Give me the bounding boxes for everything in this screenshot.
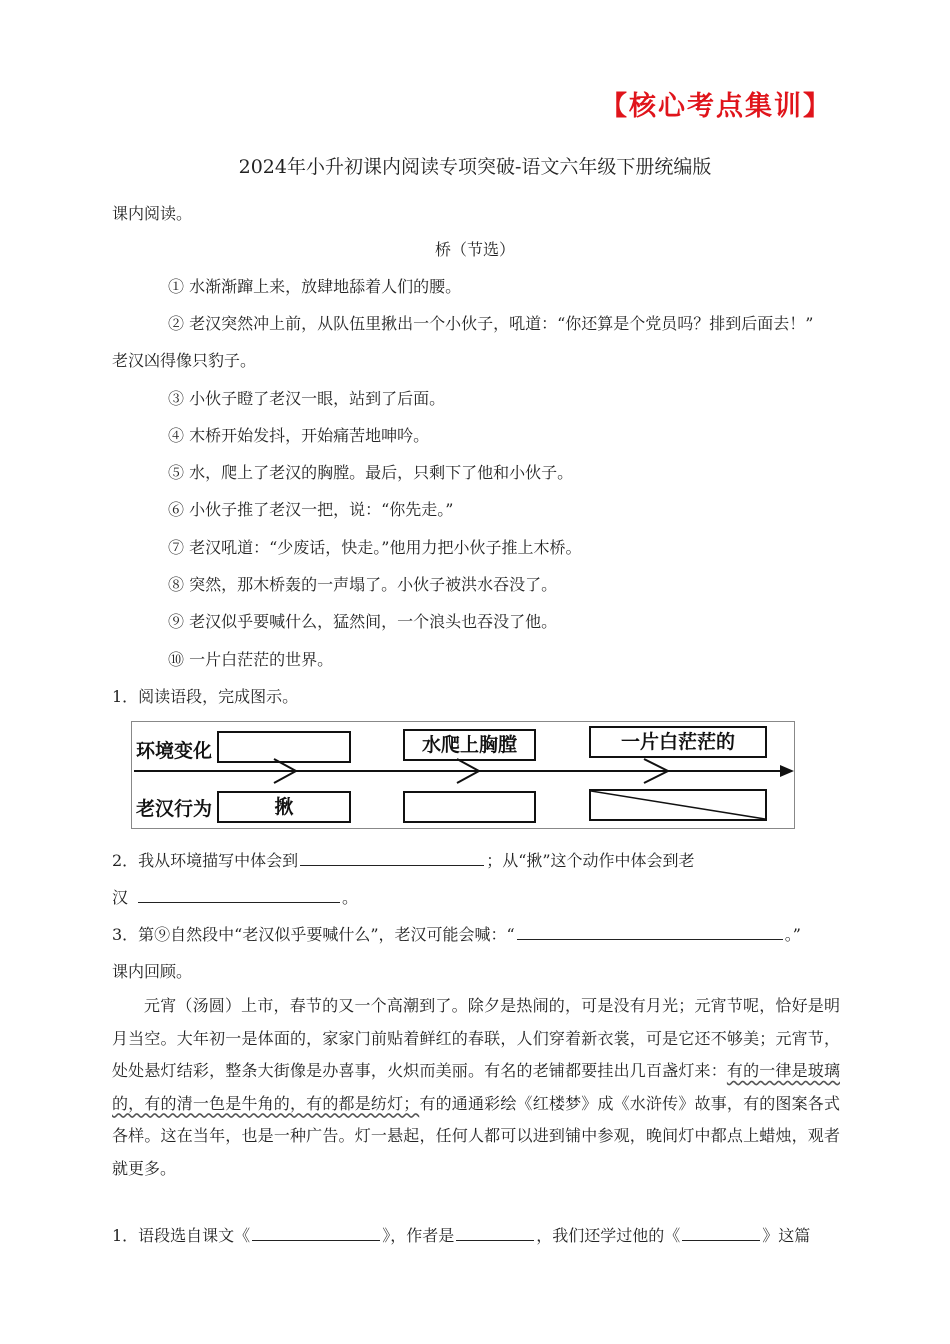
section2-heading: 课内回顾。	[112, 962, 193, 981]
section2-q1-text-a: 1．语段选自课文《	[112, 1226, 251, 1245]
paragraph-10: ⑩ 一片白茫茫的世界。	[168, 650, 334, 669]
env-box-3: 一片白茫茫的	[589, 726, 767, 758]
question-2-text-c: 汉	[112, 888, 129, 907]
page-title: 2024年小升初课内阅读专项突破-语文六年级下册统编版	[238, 156, 712, 178]
question-3-text: 3．第⑨自然段中“老汉似乎要喊什么”，老汉可能会喊：“	[112, 925, 515, 944]
diagonal-line	[591, 791, 765, 819]
paragraph-1: ① 水渐渐蹿上来，放肆地舔着人们的腰。	[168, 277, 462, 296]
paragraph-6: ⑥ 小伙子推了老汉一把，说：“你先走。”	[168, 500, 454, 519]
question-2-end: 。	[342, 888, 359, 907]
section2-q1-text-b: 》，作者是	[382, 1226, 455, 1245]
answer-blank[interactable]	[300, 864, 484, 866]
question-1: 1．阅读语段，完成图示。	[112, 687, 299, 706]
answer-blank[interactable]	[517, 938, 783, 940]
paragraph-2-cont: 老汉凶得像只豹子。	[112, 351, 257, 370]
core-training-banner: 【核心考点集训】	[600, 91, 832, 122]
question-3	[112, 922, 801, 945]
paragraph-2: ② 老汉突然冲上前，从队伍里揪出一个小伙子，吼道：“你还算是个党员吗？排到后面去！”	[168, 314, 814, 333]
paragraph-4: ④ 木桥开始发抖，开始痛苦地呻吟。	[168, 426, 430, 445]
flow-diagram	[131, 721, 795, 829]
paragraph-3: ③ 小伙子瞪了老汉一眼，站到了后面。	[168, 389, 446, 408]
answer-blank[interactable]	[252, 1239, 380, 1241]
question-2-line1	[112, 848, 695, 871]
row-label-environment: 环境变化	[136, 740, 213, 762]
passage-text-b: 有的通通彩绘《红楼梦》成《水浒传》故事，有的图案各式各样。这在当年，也是一种广告。灯一悬起，任何人都可以进到铺中参观，晚间灯中都点上蜡烛，观者就更多。	[112, 1093, 840, 1178]
paragraph-7: ⑦ 老汉吼道：“少废话，快走。”他用力把小伙子推上木桥。	[168, 538, 582, 557]
lantern-passage	[112, 990, 840, 1185]
wavy-underlined-text: 有的一律是玻璃的，有的清一色是牛角的，有的都是纺灯；	[112, 1061, 840, 1113]
section2-q1-text-c: ，我们还学过他的《	[536, 1226, 681, 1245]
paragraph-8: ⑧ 突然，那木桥轰的一声塌了。小伙子被洪水吞没了。	[168, 575, 558, 594]
passage-title: 桥（节选）	[434, 240, 515, 259]
question-3-end: 。”	[784, 925, 801, 944]
section2-q1-text-d: 》这篇	[762, 1226, 811, 1245]
action-box-1: 揪	[217, 791, 351, 823]
paragraph-9: ⑨ 老汉似乎要喊什么，猛然间，一个浪头也吞没了他。	[168, 612, 558, 631]
answer-blank[interactable]	[682, 1239, 760, 1241]
paragraph-5: ⑤ 水，爬上了老汉的胸膛。最后，只剩下了他和小伙子。	[168, 463, 574, 482]
section1-heading: 课内阅读。	[112, 204, 193, 223]
env-box-1[interactable]	[217, 731, 351, 763]
answer-blank[interactable]	[138, 901, 340, 903]
env-box-2: 水爬上胸膛	[403, 729, 536, 761]
question-2-line2	[112, 885, 358, 908]
action-box-3	[589, 789, 767, 821]
row-label-old-man: 老汉行为	[136, 798, 213, 820]
answer-blank[interactable]	[456, 1239, 534, 1241]
question-2-text-a: 2．我从环境描写中体会到	[112, 851, 299, 870]
section2-question-1	[112, 1223, 810, 1246]
passage-text-a: 元宵（汤圆）上市，春节的又一个高潮到了。除夕是热闹的，可是没有月光；元宵节呢，恰好是明月当空。大年初一是体面的，家家门前贴着鲜红的春联，人们穿着新衣裳，可是它还不够美；元宵节，处处悬灯结彩，整条大街像是办喜事，火炽而美丽。有名的老铺都要挂出几百盏灯来：	[112, 996, 840, 1080]
question-2-text-b: ；从“揪”这个动作中体会到老	[486, 851, 695, 870]
action-box-2[interactable]	[403, 791, 536, 823]
